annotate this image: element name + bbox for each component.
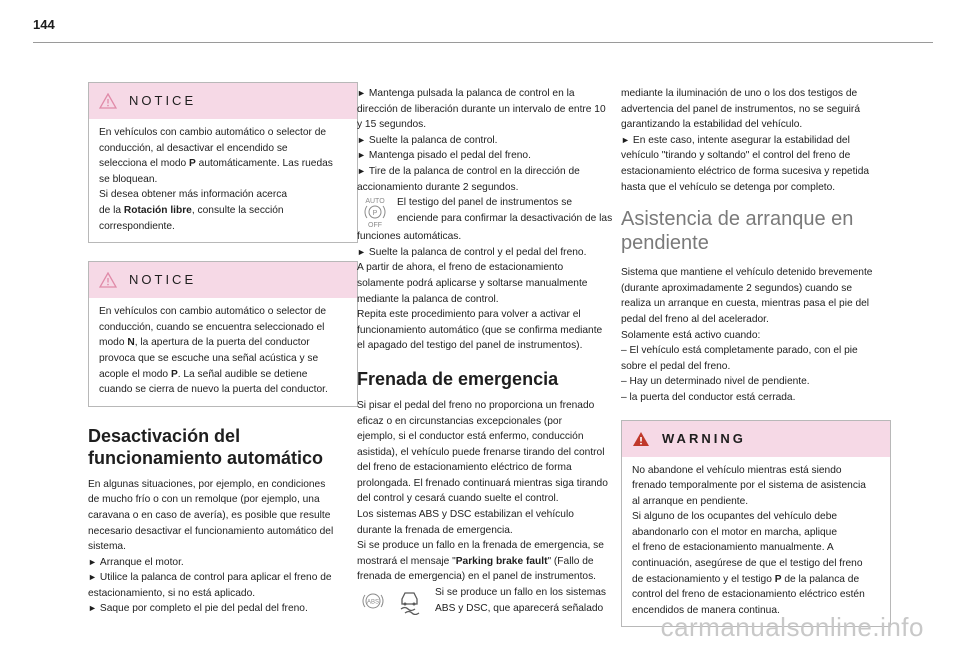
text-line: solamente podrá aplicarse y soltarse manualmente [357,277,588,289]
text-line: mediante la palanca de control. [357,293,499,305]
text-run: . La señal audible se detiene [177,368,308,380]
text-line: el freno de estacionamiento manualmente. A [632,542,834,554]
text-line: mediante la iluminación de uno o los dos testigos de [621,88,858,99]
text-line [99,203,347,219]
text-line: enciende para confirmar la desactivación de las [397,212,613,224]
text-line: ABS y DSC, que aparecerá señalado [435,602,604,614]
text-line: vehículo "tirando y soltando" el control del freno de [621,150,851,162]
warning-box [621,420,891,628]
text-line [99,335,347,351]
text-line: A partir de ahora, el freno de estacionamiento [357,262,564,274]
text-line: Repita este procedimiento para volver a activar el [357,309,581,321]
text-line: (durante aproximadamente 2 segundos) cuando se [621,282,853,294]
bullet-item [88,555,358,571]
bullet-text: Suelte la palanca de control y el pedal del freno. [368,246,587,258]
mode-n-label: N [127,337,135,349]
warning-triangle-icon [99,93,117,109]
text-line: El testigo del panel de instrumentos se [397,197,572,209]
dash-item: – Hay un determinado nivel de pendiente. [621,376,810,388]
bullet-text: Arranque el motor. [99,556,184,568]
text-line: encendidos de manera continua. [632,604,780,616]
notice-box-1 [88,82,358,243]
text-line: provoca que se escuche una señal acústica y se [99,352,319,364]
section-heading-asistencia [621,207,891,255]
text-line: advertencia del panel de instrumentos, no se seguirá [621,103,860,115]
text-run: acople el modo [99,368,171,380]
text-line: durante la frenada de emergencia. [357,524,513,536]
text-line: dirección de liberación durante un intervalo de entre 10 [357,103,606,115]
indicator-text [435,585,606,616]
text-line: conducción, al desactivar el encendido se [99,142,288,154]
heading-line: Asistencia de arranque en [621,208,854,231]
indicator-text [397,195,612,226]
top-divider [33,42,933,43]
text-line: frenado temporalmente por el sistema de asistencia [632,480,866,492]
text-line: En vehículos con cambio automático o selector de [99,127,327,138]
icon-text-off: OFF [368,222,382,230]
dash-item: – El vehículo está completamente parado, con el pie [621,345,858,357]
text-line: estacionamiento eléctrico de forma sucesiva y repetida [621,165,870,177]
text-line: control del freno de estacionamiento eléctrico estén [632,589,865,601]
text-line: No abandone el vehículo mientras está siendo [632,464,842,476]
icon-text-auto: AUTO [365,198,385,206]
warning-body [622,457,890,627]
text-line: En algunas situaciones, por ejemplo, en condiciones [88,478,326,490]
column-middle [357,86,627,616]
svg-text:P: P [372,210,378,218]
bullet-item [357,164,627,180]
bullet-item [357,86,627,102]
text-line: caravana o en caso de avería), es posible que resulte [88,509,331,521]
text-line: correspondiente. [99,220,175,232]
column-left [88,82,358,617]
arrow-bullet-icon: ► [357,88,366,98]
bullet-text: Mantenga pulsada la palanca de control en la [368,88,575,99]
dash-item: – la puerta del conductor está cerrada. [621,391,796,403]
text-line: hasta que el vehículo se detenga por completo. [621,181,836,193]
arrow-bullet-icon: ► [88,603,97,614]
text-line: Los sistemas ABS y DSC estabilizan el vehículo [357,509,574,521]
bullet-item [357,148,627,164]
text-line: necesario desactivar el funcionamiento automático del [88,525,334,537]
notice-body [89,298,357,406]
text-line: funciones automáticas. [357,231,462,243]
text-line: accionamiento durante 2 segundos. [357,181,519,193]
arrow-bullet-icon: ► [357,165,366,176]
text-line: cuando se cierra de nuevo la puerta del conductor. [99,384,328,396]
text-line [99,156,347,172]
text-line [99,367,347,383]
text-line: Si desea obtener más información acerca [99,189,288,201]
text-run: de la palanca de [781,573,860,585]
text-run: de estacionamiento y el testigo [632,573,775,585]
text-run: de la [99,204,124,216]
bullet-text: Saque por completo el pie del pedal del freno. [99,603,308,615]
arrow-bullet-icon: ► [88,572,97,583]
text-line: ejemplo, si el conductor está enfermo, conducción [357,431,584,443]
warning-triangle-icon [99,272,117,288]
text-line: funcionamiento automático (que se confirma mediante [357,324,603,336]
heading-line: pendiente [621,232,709,255]
text-line: garantizando la estabilidad del vehículo. [621,119,803,131]
text-line: del freno de estacionamiento eléctrico de forma [357,462,572,474]
notice-header [89,262,357,298]
text-line: se bloquean. [99,173,158,185]
section-heading-frenada: Frenada de emergencia [357,368,559,389]
section-heading-desactivacion [88,425,358,469]
heading-line: funcionamiento automático [88,447,324,468]
bullet-text: Tire de la palanca de control en la dirección de [368,165,580,177]
bullet-item [88,601,358,617]
text-line: asistida), el vehículo puede frenarse tirando del control [357,446,605,458]
text-run: mostrará el mensaje " [357,555,456,567]
heading-line: Desactivación del [88,425,241,446]
arrow-bullet-icon: ► [621,134,630,145]
arrow-bullet-icon: ► [357,134,366,145]
abs-icon-text: ABS [366,599,380,606]
mode-p-label: P [170,368,178,380]
auto-off-indicator-row [357,195,627,229]
text-line: al arranque en pendiente. [632,495,749,507]
rotacion-libre-label: Rotación libre [123,204,192,216]
text-run: automáticamente. Las ruedas [195,158,333,170]
notice-title: NOTICE [129,93,197,109]
abs-warning-icon [357,585,389,615]
text-line: frenada de emergencia) en el panel de instrumentos. [357,571,596,583]
text-line: realiza un arranque en cuesta, mientras pasa el pie del [621,298,870,310]
bullet-text: Mantenga pisado el pedal del freno. [368,150,531,162]
text-line: Solamente está activo cuando: [621,329,761,341]
text-line: continuación, asegúrese de que el testigo del freno [632,558,863,570]
bullet-item [357,133,627,149]
text-line: abandonarlo con el motor en marcha, aplique [632,526,838,538]
text-line [632,572,880,588]
text-line: del control y cesará cuando suelte el control. [357,493,559,505]
text-line: eficaz o en circunstancias excepcionales (por [357,415,562,427]
text-line: prolongada. El frenado continuará mientras siga tirando [357,477,608,489]
text-line: sobre el pedal del freno. [621,360,731,372]
watermark-link[interactable]: carmanualsonline.info [660,612,924,642]
text-run: " (Fallo de [547,555,594,567]
notice-title: NOTICE [129,272,197,288]
notice-header [89,83,357,119]
column-right [621,86,891,645]
auto-off-parking-brake-icon [357,195,393,229]
page-number: 144 [33,17,55,32]
text-line: y 15 segundos. [357,119,427,131]
text-run: , consulte la sección [191,204,284,216]
text-line: Sistema que mantiene el vehículo detenido brevemente [621,267,873,279]
bullet-text: Utilice la palanca de control para aplicar el freno de [99,572,332,584]
text-run: selecciona el modo [99,158,190,170]
warning-title: WARNING [662,430,746,446]
text-line: estacionamiento, si no está aplicado. [88,587,256,599]
text-line: de mucho frío o con un remolque (por ejemplo, una [88,494,320,506]
text-line: el apagado del testigo del panel de instrumentos). [357,340,583,352]
text-line: Si se produce un fallo en los sistemas [435,587,607,599]
text-line: Si alguno de los ocupantes del vehículo debe [632,511,838,523]
text-line: conducción, cuando se encuentra seleccionado el [99,321,325,333]
notice-box-2 [88,261,358,407]
text-line: Si se produce un fallo en la frenada de emergencia, se [357,540,604,552]
bullet-item [621,133,891,149]
text-line: En vehículos con cambio automático o selector de [99,306,327,318]
arrow-bullet-icon: ► [88,556,97,567]
text-run: modo [99,337,128,349]
text-line: pedal del freno al del acelerador. [621,313,769,325]
notice-body [89,119,357,242]
mode-p-label: P [189,158,196,170]
text-line: sistema. [88,541,126,553]
warning-header [622,421,890,457]
bullet-text: En este caso, intente asegurar la estabilidad del [632,134,850,146]
abs-dsc-indicator-row [357,585,627,616]
arrow-bullet-icon: ► [357,150,366,161]
text-run: , la apertura de la puerta del conductor [134,337,310,349]
bullet-item [357,245,627,261]
parking-brake-fault-message: Parking brake fault [455,555,548,567]
text-line [357,554,627,570]
bullet-item [88,570,358,586]
arrow-bullet-icon: ► [357,246,366,257]
bullet-text: Suelte la palanca de control. [368,134,498,146]
mode-p-label: P [774,573,782,585]
abs-dsc-icons [357,585,429,615]
warning-triangle-icon [632,431,650,447]
text-line: Si pisar el pedal del freno no proporciona un frenado [357,399,595,411]
dsc-stability-icon [393,585,425,615]
